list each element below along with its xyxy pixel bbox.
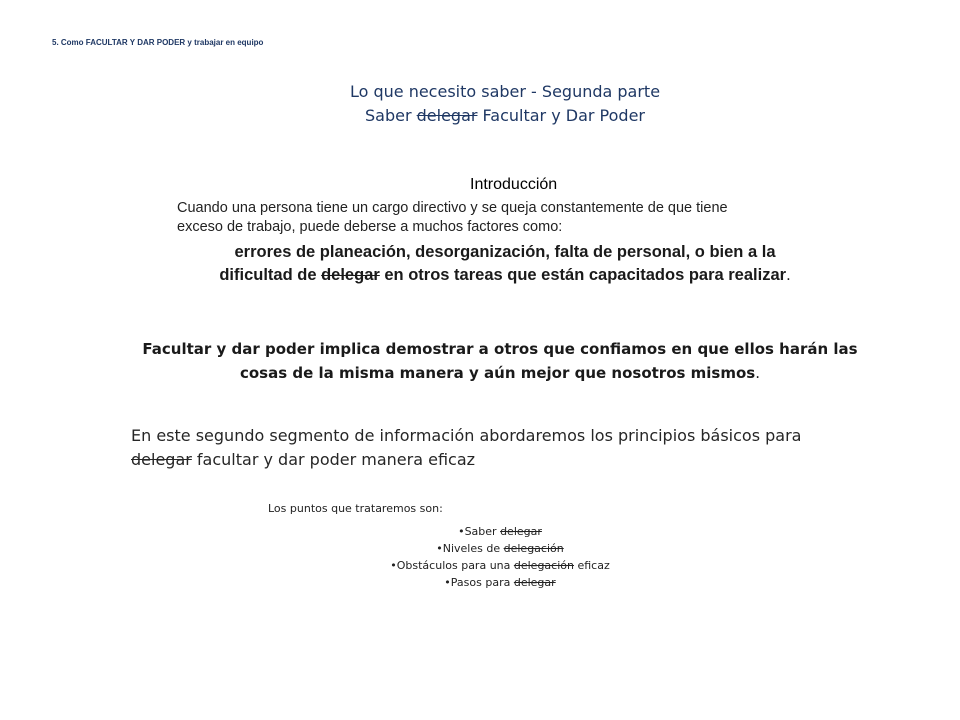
- factors-line-2-end: .: [786, 266, 791, 284]
- list-item-text: Niveles de: [442, 542, 504, 555]
- empowerment-statement: [120, 337, 880, 385]
- list-item-post: eficaz: [573, 559, 610, 572]
- list-item-text: Saber: [464, 525, 501, 538]
- empowerment-line-1: Facultar y dar poder implica demostrar a otros que confiamos en que ellos harán las: [142, 340, 858, 358]
- list-item-text: Pasos para: [450, 576, 514, 589]
- list-item-text: Obstáculos para una: [396, 559, 514, 572]
- empowerment-line-2-end: .: [755, 364, 760, 382]
- segment-line-2-post: facultar y dar poder manera eficaz: [191, 450, 476, 469]
- points-list: [300, 523, 700, 591]
- list-item-struck: delegación: [503, 542, 564, 555]
- title-line-2-post: Facultar y Dar Poder: [477, 106, 645, 125]
- list-item: [300, 523, 700, 540]
- bullet-icon: •: [444, 576, 451, 589]
- intro-body: [177, 199, 857, 237]
- factors-line-1: errores de planeación, desorganización, falta de personal, o bien a la: [234, 243, 776, 261]
- intro-heading: Introducción: [470, 176, 558, 193]
- intro-body-line-1: Cuando una persona tiene un cargo directivo y se queja constantemente de que tiene: [177, 200, 728, 216]
- intro-factors: [150, 241, 860, 287]
- factors-line-2: [150, 264, 860, 287]
- segment-line-2: [131, 448, 891, 472]
- factors-line-2-post: en otros tareas que están capacitados para realizar: [379, 266, 787, 284]
- title-line-2-struck: delegar: [416, 106, 478, 125]
- factors-line-2-pre: dificultad de: [219, 266, 322, 284]
- bullet-icon: •: [390, 559, 397, 572]
- section-tag: 5. Como FACULTAR Y DAR PODER y trabajar en equipo: [52, 38, 264, 47]
- list-item-struck: delegación: [513, 559, 574, 572]
- bullet-icon: •: [458, 525, 465, 538]
- empowerment-line-2: [120, 361, 880, 385]
- segment-line-2-struck: delegar: [131, 450, 192, 469]
- title-line-1: Lo que necesito saber - Segunda parte: [349, 82, 661, 101]
- title-line-2: [0, 104, 960, 128]
- list-item-struck: delegar: [513, 576, 556, 589]
- segment-line-1: En este segundo segmento de información abordaremos los principios básicos para: [131, 426, 802, 445]
- empowerment-line-2-text: cosas de la misma manera y aún mejor que nosotros mismos: [239, 364, 756, 382]
- list-item: [300, 574, 700, 591]
- list-item: [300, 540, 700, 557]
- list-item-struck: delegar: [500, 525, 542, 538]
- title-line-2-pre: Saber: [365, 106, 417, 125]
- points-intro: Los puntos que trataremos son:: [268, 502, 443, 515]
- list-item: [300, 557, 700, 574]
- segment-paragraph: [131, 424, 891, 472]
- slide-titles: [0, 80, 960, 128]
- factors-line-2-struck: delegar: [321, 266, 380, 284]
- bullet-icon: •: [436, 542, 443, 555]
- intro-body-line-2: exceso de trabajo, puede deberse a muchos factores como:: [177, 219, 563, 235]
